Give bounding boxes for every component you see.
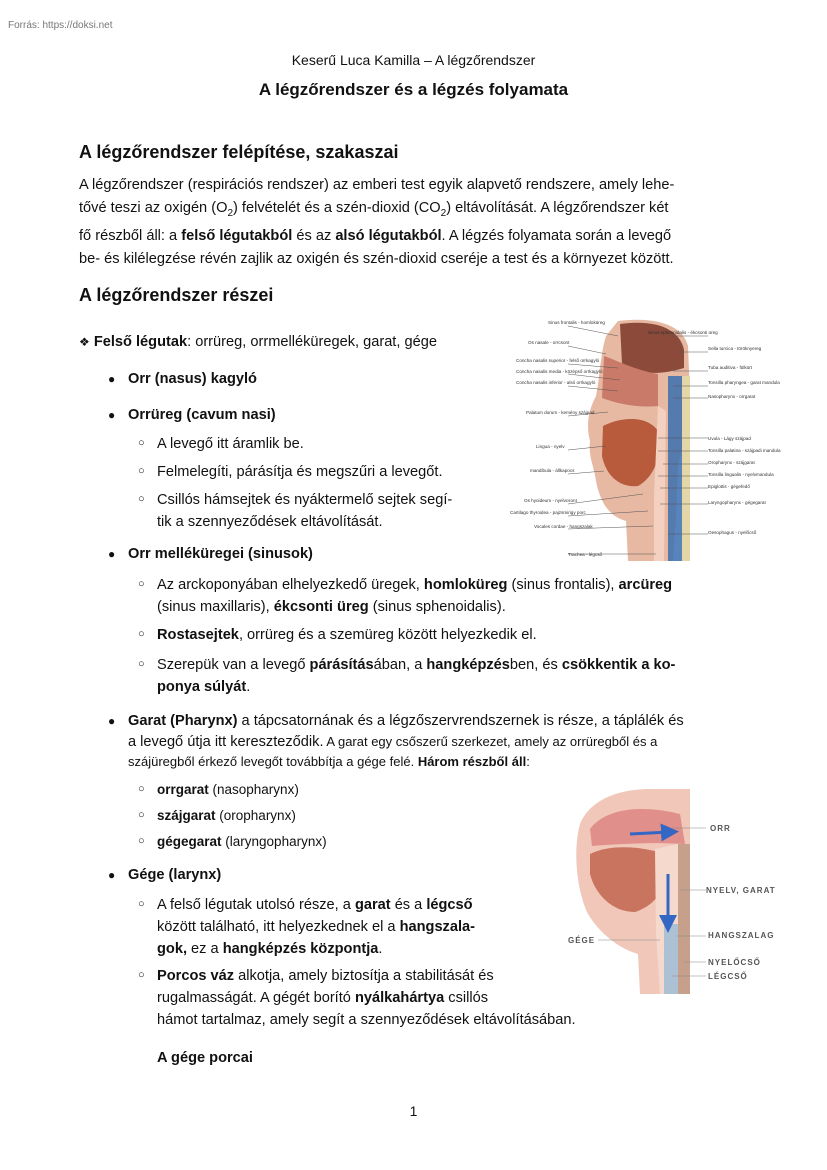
fig1-label: Concha nasalis superior - felső orrkagyló (516, 358, 600, 363)
fig1-label: Tuba auditiva - fülkürt (708, 365, 753, 370)
fig1-label: Sinus frontalis - homloküreg (548, 320, 605, 325)
source-link: Forrás: https://doksi.net (8, 20, 113, 31)
fig1-label: Tonsilla pharyngea - garat mandula (708, 380, 780, 385)
bullet-icon: ● (108, 714, 116, 728)
circle-bullet-icon: ○ (138, 465, 145, 477)
larynx-point-1: A felső légutak utolsó része, a garat és a légcső között található, itt helyezkednek el a hangszala- gok, ez a hangképzés központja. (157, 897, 475, 957)
circle-bullet-icon: ○ (138, 898, 145, 910)
anatomy-figure-2 (560, 784, 776, 994)
circle-bullet-icon: ○ (138, 658, 145, 670)
fig1-label: Oesophagus - nyelőcső (708, 530, 757, 535)
section-heading-structure: A légzőrendszer felépítése, szakaszai (79, 142, 399, 162)
fig1-label: Palatum durum - kemény szájpad (526, 410, 595, 415)
diamond-bullet-icon: ❖ (79, 335, 90, 349)
fig1-label: Cartilago thyroidea - pajzsmirigy porc (510, 510, 586, 515)
sinus-point-3: Szerepük van a levegő párásításában, a hangképzésben, és csökkentik a ko- ponya súlyát. (157, 657, 676, 695)
fig1-label: Lingua - nyelv (536, 444, 565, 449)
sinus-item: Orr melléküregei (sinusok) (128, 546, 313, 562)
circle-bullet-icon: ○ (138, 809, 145, 821)
bullet-icon: ● (108, 408, 116, 422)
page-header: Keserű Luca Kamilla – A légzőrendszer (291, 52, 536, 68)
circle-bullet-icon: ○ (138, 578, 145, 590)
circle-bullet-icon: ○ (138, 628, 145, 640)
circle-bullet-icon: ○ (138, 783, 145, 795)
sinus-point-1: Az arckoponyában elhelyezkedő üregek, homloküreg (sinus frontalis), arcüreg (sinus maxillaris), ékcsonti üreg (sinus sphenoidalis). (157, 577, 673, 615)
fig1-label: Tonsilla lingualis - nyelvmandula (708, 472, 774, 477)
circle-bullet-icon: ○ (138, 969, 145, 981)
fig1-label: Trachea - légcső (568, 552, 603, 557)
bullet-icon: ● (108, 868, 116, 882)
intro-paragraph: A légzőrendszer (respirációs rendszer) az emberi test egyik alapvető rendszere, amely lehe- tővé teszi az oxigén $(O_2)$ felvételét és a szén-dioxid $(CO_2)$ eltávolítását. A légzőrendszer két fő részből áll: a felső légutakból és az alsó légutakból. A légzés folyamata során a levegő be- és kilélegzése révén zajlik az oxigén és szén-dioxid cseréje a test és a környezet között. (79, 177, 675, 267)
page-title: A légzőrendszer és a légzés folyamata (258, 80, 569, 99)
fig2-label-legcso: LÉGCSŐ (708, 972, 748, 981)
larynx-item: Gége (larynx) (128, 867, 222, 883)
cavity-point-2: Felmelegíti, párásítja és megszűri a levegőt. (157, 464, 443, 480)
circle-bullet-icon: ○ (138, 437, 145, 449)
pharynx-part-1: orrgarat (nasopharynx) (157, 782, 299, 797)
cavity-point-3: Csillós hámsejtek és nyáktermelő sejtek segí- tik a szennyeződések eltávolítását. (157, 492, 453, 530)
bullet-icon: ● (108, 372, 116, 386)
anatomy-figure-1 (508, 316, 781, 561)
fig2-label-nyelv-garat: NYELV, GARAT (706, 886, 776, 895)
fig2-label-nyelocso: NYELŐCSŐ (708, 958, 761, 967)
fig1-label: Vocales cordae - hangszalak (534, 524, 593, 529)
fig1-label: mandibula - állkapocs (530, 468, 575, 473)
fig1-label: Concha nasalis media - középső orrkagyló (516, 369, 603, 374)
fig1-label: Os nasale - orrcsont (528, 340, 570, 345)
circle-bullet-icon: ○ (138, 835, 145, 847)
fig1-label: Uvula - Lágy szájpad (708, 436, 751, 441)
fig1-label: Sinus sphenoidalis - ékcsonti üreg (648, 330, 718, 335)
bullet-icon: ● (108, 547, 116, 561)
circle-bullet-icon: ○ (138, 493, 145, 505)
pharynx-part-3: gégegarat (laryngopharynx) (157, 834, 327, 849)
fig1-label: Tonsilla palatina - szájpadi mandula (708, 448, 781, 453)
fig1-label: Concha nasalis inferior - alsó orrkagyló (516, 380, 596, 385)
fig1-label: Laryngopharynx - gégegarat (708, 500, 766, 505)
fig2-label-hangszalag: HANGSZALAG (708, 931, 775, 940)
fig1-label: Nasopharynx - orrgarat (708, 394, 756, 399)
fig2-label-orr: ORR (710, 824, 731, 833)
fig1-label: Oropharynx - szájgarat (708, 460, 755, 465)
pharynx-item: Garat (Pharynx) a tápcsatornának és a légzőszervrendszernek is része, a táplálék és a levegő útja itt kereszteződik. A garat egy csőszerű szerkezet, amely az orrüregből és a szájüregből érkező levegőt továbbítja a gége felé. Három részből áll: (128, 713, 684, 769)
sinus-point-2: Rostasejtek, orrüreg és a szemüreg között helyezkedik el. (157, 627, 537, 643)
larynx-point-2: Porcos váz alkotja, amely biztosítja a stabilitását és rugalmasságát. A gégét borító nyálkahártya csillós hámot tartalmaz, amely segít a szennyeződések eltávolításában. (157, 968, 576, 1028)
section-heading-parts: A légzőrendszer részei (79, 285, 274, 305)
cavity-item: Orrüreg (cavum nasi) (128, 407, 276, 423)
upper-airways-line: ❖ Felső légutak: orrüreg, orrmelléküregek, garat, gége (79, 334, 437, 350)
cartilage-heading: A gége porcai (157, 1050, 253, 1066)
fig1-label: Sella turcica - töröknyereg (708, 346, 762, 351)
pharynx-part-2: szájgarat (oropharynx) (157, 808, 296, 823)
cavity-point-1: A levegő itt áramlik be. (157, 436, 304, 452)
fig1-label: Os hyoideum - nyelvcsont (524, 498, 577, 503)
fig2-label-gege: GÉGE (568, 936, 596, 945)
fig1-label: Epiglottis - gégefedő (708, 484, 750, 489)
nose-item: Orr (nasus) kagyló (128, 371, 257, 387)
page-number: 1 (409, 1103, 418, 1119)
